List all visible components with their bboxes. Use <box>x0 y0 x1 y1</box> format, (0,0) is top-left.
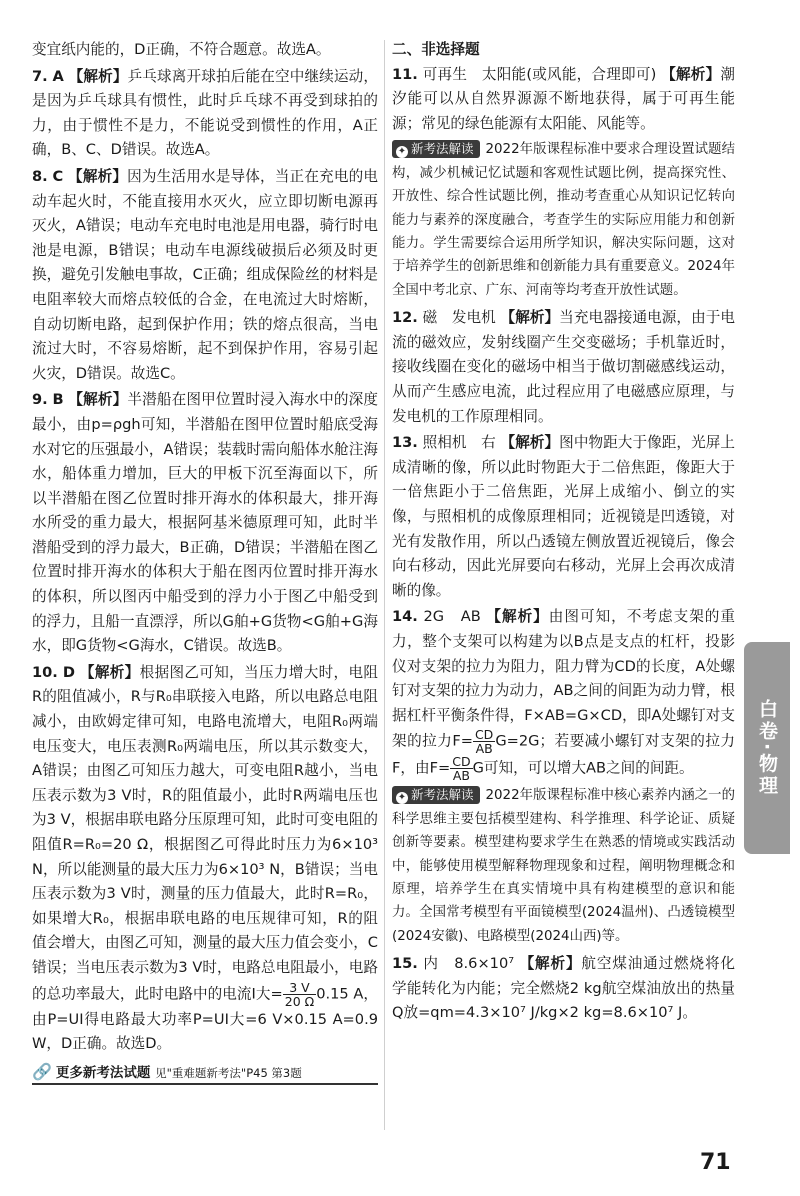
question-number: 7. <box>32 67 48 85</box>
lightbulb-icon: ✦ <box>397 146 407 158</box>
question-11 <box>392 63 735 137</box>
fraction-cd-over-ab <box>450 755 472 782</box>
question-number: 13. <box>392 434 418 452</box>
note-text: 2022年版课程标准中核心素养内涵之一的科学思维主要包括模型建构、科学推理、科学论证、质疑创新等要素。模型建构要求学生在熟悉的情境或实践活动中，能够使用模型解释物理现象和过程，阐明物理概念和原理，培养学生在真实情境中具有构建模型的意识和能力。全国常考模型有平面镜模型(2024温州)、凸透镜模型(2024安徽)、电路模型(2024山西)等。 <box>392 788 735 944</box>
analysis-tag: 【解析】 <box>661 65 721 83</box>
fraction-numerator: 3 V <box>283 981 316 995</box>
question-7 <box>32 65 378 163</box>
analysis-tag: 【解析】 <box>500 309 560 327</box>
analysis-tag: 【解析】 <box>79 663 140 681</box>
question-10 <box>32 661 378 1057</box>
answer: 磁 发电机 <box>422 309 496 327</box>
analysis-text: 半潜船在图甲位置时浸入海水中的深度最小，由p=ρgh可知，半潜船在图甲位置时船底受海水对它的压强最小，A错误；装载时需向船体水舱注海水，船体重力增加，巨大的甲板下沉至海面以下，所以半潜船在图乙位置时排开海水的体积最大，排开海水所受的重力最大，根据阿基米德原理可知，此时半潜船受到的浮力最大，B正确，D错误；半潜船在图乙位置时排开海水的体积大于船在图丙位置时排开海水的体积，所以图丙中船受到的浮力小于图乙中船受到的浮力，且船一直漂浮，所以G舶+G货物<G舶+G海水，即G货物<G海水，C错误。故选B。 <box>32 391 378 655</box>
question-number: 11. <box>392 65 418 83</box>
answer: 2G AB <box>423 608 481 626</box>
analysis-tag: 【解析】 <box>519 955 582 973</box>
note-text: 2022年版课程标准中要求合理设置试题结构，减少机械记忆试题和客观性试题比例，提高探究性、开放性、综合性试题比例，推动考查重心从知识记忆转向能力与素养的深度融合，考查学生的实际应用能力和创新能力。学生需要综合运用所学知识，解决实际问题，这对于培养学生的创新思维和创新能力具有重要意义。2024年全国中考北京、广东、河南等均考查开放性试题。 <box>392 142 735 298</box>
question-9 <box>32 388 378 659</box>
side-tab-label: 白卷·物理 <box>744 642 790 854</box>
question-8 <box>32 165 378 386</box>
question-number: 10. <box>32 663 58 681</box>
page-number: 71 <box>700 1150 731 1175</box>
more-reference: 见"重难题新考法"P45 第3题 <box>155 1065 302 1080</box>
analysis-text-cont: 0.15 A，由P=UI得电路最大功率P=UI大=6 V×0.15 A=0.9 W，D正确。故选D。 <box>32 985 378 1053</box>
continued-text: 变宜纸内能的，D正确，不符合题意。故选A。 <box>32 41 331 58</box>
answer: 内 8.6×10⁷ <box>423 955 515 973</box>
question-number: 8. <box>32 167 48 185</box>
fraction-numerator: CD <box>452 754 471 770</box>
analysis-tag: 【解析】 <box>68 167 128 185</box>
left-column <box>32 38 378 1085</box>
fraction-denominator: 20 Ω <box>284 993 315 1009</box>
analysis-text: 当充电器接通电源，由于电流的磁效应，发射线圈产生交变磁场；手机靠近时，接收线圈在变化的磁场中相当于做切割磁感线运动，从而产生感应电流，此过程应用了电磁感应原理，与发电机的工作原理相同。 <box>392 309 735 425</box>
new-exam-note <box>392 784 735 948</box>
analysis-tag: 【解析】 <box>500 434 560 452</box>
question-number: 9. <box>32 391 48 409</box>
analysis-text: 航空煤油通过燃烧将化学能转化为内能；完全燃烧2 kg航空煤油放出的热量Q放=qm=4.3×10⁷ J/kg×2 kg=8.6×10⁷ J。 <box>392 955 735 1022</box>
answer: C <box>52 167 64 185</box>
question-14 <box>392 605 735 782</box>
analysis-text: 潮汐能可以从自然界源源不断地获得，属于可再生能源；常见的绿色能源有太阳能、风能等。 <box>392 65 736 132</box>
answer: D <box>62 663 75 681</box>
question-13 <box>392 431 735 603</box>
section-heading: 二、非选择题 <box>392 41 480 58</box>
analysis-text: 根据图乙可知，当压力增大时，电阻R的阻值减小，R与R₀串联接入电路，所以电路总电阻减小，由欧姆定律可知，电路电流增大，电阻R₀两端电压变大，电压表测R₀两端电压，所以其示数变大，A错误；由图乙可知压力越大，可变电阻R越小，当电压表示数为3 V时，R的阻值最小，此时R两端电压也为3 V，根据串联电路分压原理可知，此时可变电阻的阻值R=R₀=20 Ω，根据图乙可得此时压力为6×10³ N，所以能测量的最大压力为6×10³ N，B错误；当电压表示数为3 V时，测量的压力值最大，此时R=R₀，如果增大R₀，根据串联电路的电压规律可知，R的阻值会增大，由图乙可知，测量的最大压力值会变小，C错误；当电压表示数为3 V时，电路总电阻最小，电路的总功率最大，此时电路中的电流I大= <box>32 663 378 1003</box>
more-questions-link[interactable] <box>32 1061 378 1085</box>
analysis-text: 乒乓球离开球拍后能在空中继续运动，是因为乒乓球具有惯性，此时乒乓球不再受到球拍的力，由于惯性不是力，不能说受到惯性的作用，A正确，B、C、D错误。故选A。 <box>32 67 378 159</box>
fraction-cd-over-ab <box>473 728 495 755</box>
lightbulb-icon: ✦ <box>397 792 407 804</box>
question-number: 15. <box>392 955 418 973</box>
fraction-u-over-r0 <box>283 981 316 1008</box>
answer: 可再生 太阳能(或风能，合理即可) <box>422 65 657 83</box>
question-number: 12. <box>392 309 418 327</box>
note-badge: ✦ 新考法解读 <box>392 786 480 804</box>
note-badge: ✦ 新考法解读 <box>392 140 480 158</box>
analysis-text: 图中物距大于像距，光屏上成清晰的像，所以此时物距大于二倍焦距，像距大于一倍焦距小于二倍焦距，光屏上成缩小、倒立的实像，与照相机的成像原理相同；近视镜是凹透镜，对光有发散作用，所以凸透镜左侧放置近视镜后，像会向右移动，因此光屏要向右移动，光屏上会再次成清晰的像。 <box>392 434 735 599</box>
analysis-tag: 【解析】 <box>68 391 128 409</box>
new-exam-note <box>392 138 735 302</box>
right-column <box>392 38 735 1028</box>
analysis-text: 由图可知，不考虑支架的重力，整个支架可以构建为以B点是支点的杠杆，投影仪对支架的拉力为阻力，阻力臂为CD的长度，A处螺钉对支架的拉力为动力，AB之间的间距为动力臂，根据杠杆平衡条件得，F×AB=G×CD，即A处螺钉对支架的拉力F= <box>392 608 735 750</box>
analysis-tag: 【解析】 <box>486 608 549 626</box>
analysis-text-end: G可知，可以增大AB之间的间距。 <box>472 759 694 777</box>
answer: B <box>52 391 64 409</box>
fraction-denominator: AB <box>475 741 493 757</box>
question-number: 14. <box>392 608 418 626</box>
question-12 <box>392 306 735 429</box>
answer: A <box>52 67 64 85</box>
question-15 <box>392 952 735 1026</box>
fraction-denominator: AB <box>452 768 470 784</box>
column-divider <box>384 40 385 1130</box>
link-icon: 🔗 <box>32 1061 52 1081</box>
analysis-tag: 【解析】 <box>68 67 128 85</box>
fraction-numerator: CD <box>474 727 494 743</box>
analysis-text-cont: G=2G；若要减小螺钉对支架的拉力F，由F= <box>392 732 735 777</box>
analysis-text: 因为生活用水是导体，当正在充电的电动车起火时，不能直接用水灭火，应立即切断电源再灭火，A错误；电动车充电时电池是用电器，骑行时电池是电源，B错误；电动车电源线破损后必须及时更换，避免引发触电事故，C正确；组成保险丝的材料是电阻率较大而熔点较低的合金，在电流过大时熔断，自动切断电路，起到保护作用；铁的熔点很高，当电流过大时，不容易熔断，起不到保护作用，容易引起火灾，D错误。故选C。 <box>32 167 378 382</box>
more-label: 更多新考法试题 <box>55 1064 151 1081</box>
answer: 照相机 右 <box>422 434 496 452</box>
